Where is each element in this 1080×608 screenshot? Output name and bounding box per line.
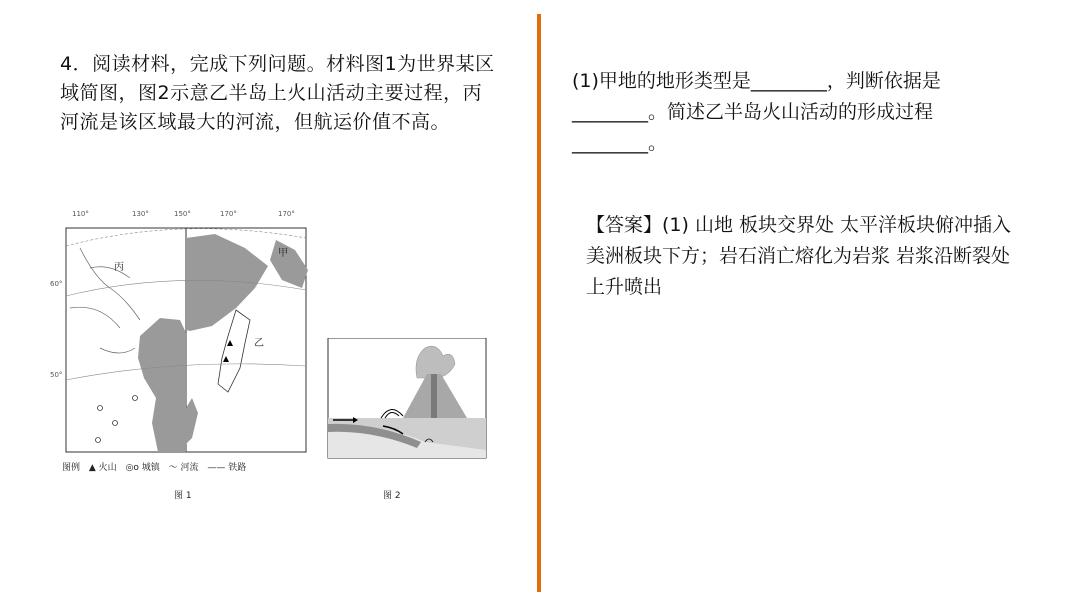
legend-river: ～ 河流 <box>168 463 199 473</box>
lon-tick: 130° <box>132 210 149 218</box>
answer-text: 【答案】(1) 山地 板块交界处 太平洋板块俯冲插入美洲板块下方；岩石消亡熔化为岩浆 岩浆沿断裂处上升喷出 <box>586 214 1012 298</box>
label-yi: 乙 <box>254 338 264 349</box>
question-text: 4．阅读材料，完成下列问题。材料图1为世界某区域简图，图2示意乙半岛上火山活动主要过程，丙河流是该区域最大的河流，但航运价值不高。 <box>60 53 495 133</box>
lon-tick: 170° <box>278 210 295 218</box>
volcano-cross-section <box>325 338 490 460</box>
subquestion-text: (1)甲地的地形类型是________，判断依据是________。简述乙半岛火山活动的形成过程________。 <box>572 70 941 154</box>
figure-1-caption: 图 1 <box>174 491 192 501</box>
figure-1-map <box>40 208 330 508</box>
vertical-divider <box>537 14 541 592</box>
lon-tick: 110° <box>72 210 89 218</box>
lon-tick: 150° <box>174 210 191 218</box>
label-bing: 丙 <box>114 262 124 273</box>
label-jia: 甲 <box>278 248 288 259</box>
legend-railway: —— 铁路 <box>207 463 247 473</box>
lat-tick: 50° <box>50 371 63 379</box>
legend-volcano: ▲ 火山 <box>88 463 117 473</box>
map-legend <box>62 460 252 473</box>
lon-tick: 170° <box>220 210 237 218</box>
figure-2-diagram <box>325 330 490 505</box>
legend-title: 图例 <box>62 463 81 473</box>
figure-2-caption: 图 2 <box>383 491 401 501</box>
legend-town: ◎o 城镇 <box>125 463 160 473</box>
lat-tick: 60° <box>50 280 63 288</box>
